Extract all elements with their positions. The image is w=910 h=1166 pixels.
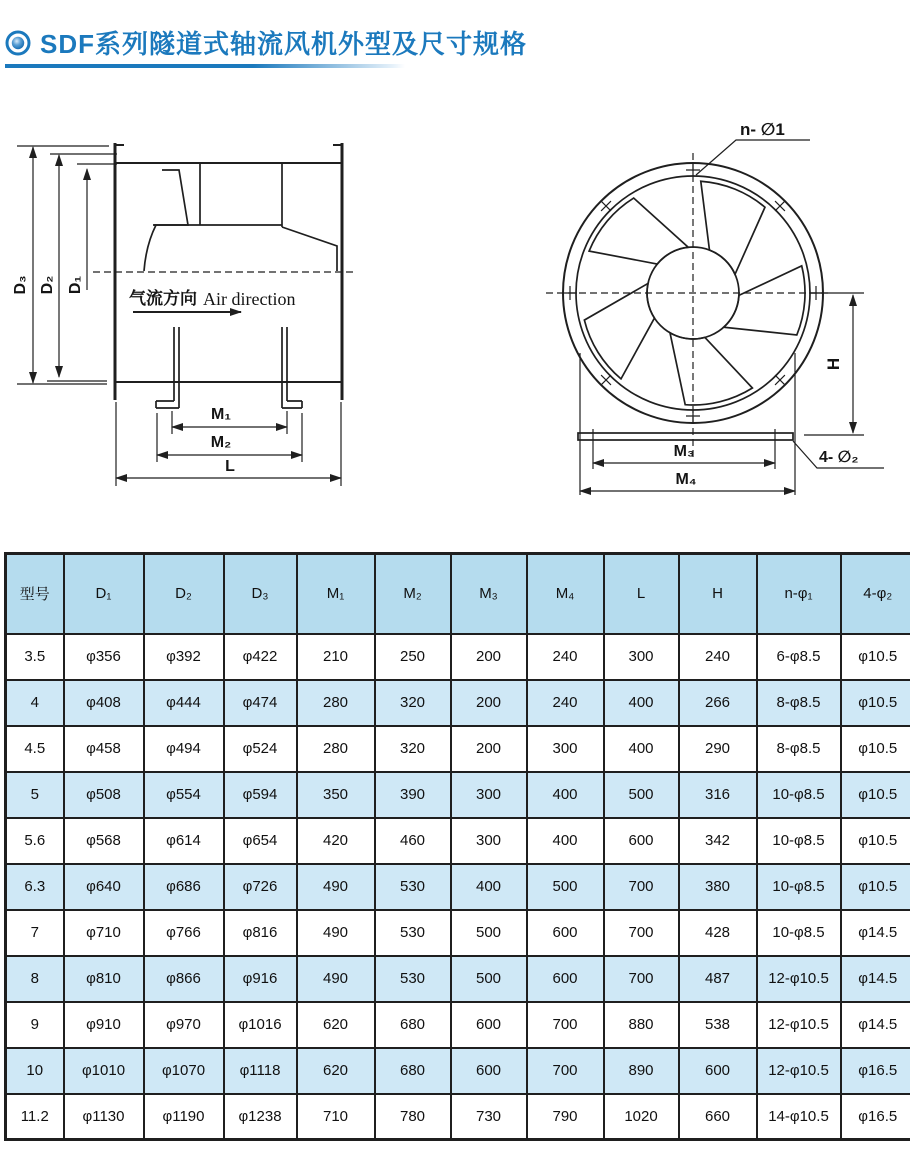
- table-row: [6, 818, 910, 864]
- table-cell: 8: [6, 956, 64, 1002]
- table-row: [6, 1094, 910, 1140]
- dim-label-m3: M₃: [673, 443, 695, 460]
- air-direction-label-en: Air direction: [203, 289, 296, 309]
- table-cell: 240: [527, 680, 604, 726]
- table-cell: 3.5: [6, 634, 64, 680]
- column-header: 4-φ₂: [841, 554, 910, 634]
- page-header: [4, 24, 527, 68]
- table-cell: 10-φ8.5: [757, 910, 841, 956]
- table-cell: 620: [297, 1048, 375, 1094]
- dim-label-h: H: [824, 357, 843, 371]
- table-cell: 680: [375, 1002, 451, 1048]
- table-cell: 780: [375, 1094, 451, 1140]
- table-cell: 300: [527, 726, 604, 772]
- table-cell: 490: [297, 956, 375, 1002]
- table-cell: 500: [451, 956, 527, 1002]
- table-cell: φ494: [144, 726, 224, 772]
- table-cell: φ1070: [144, 1048, 224, 1094]
- table-cell: 400: [604, 680, 679, 726]
- table-cell: φ10.5: [841, 772, 910, 818]
- table-cell: 700: [527, 1048, 604, 1094]
- dim-label-m1: M₁: [211, 406, 231, 423]
- table-cell: 9: [6, 1002, 64, 1048]
- table-row: [6, 956, 910, 1002]
- table-header-row: [6, 554, 910, 634]
- table-cell: 200: [451, 680, 527, 726]
- table-cell: φ910: [64, 1002, 144, 1048]
- table-cell: φ10.5: [841, 634, 910, 680]
- table-cell: 8-φ8.5: [757, 726, 841, 772]
- table-cell: 880: [604, 1002, 679, 1048]
- table-cell: 200: [451, 726, 527, 772]
- table-cell: φ816: [224, 910, 297, 956]
- mounting-feet: [156, 327, 302, 408]
- table-cell: 11.2: [6, 1094, 64, 1140]
- table-cell: 280: [297, 726, 375, 772]
- table-cell: φ710: [64, 910, 144, 956]
- table-cell: φ614: [144, 818, 224, 864]
- table-cell: φ686: [144, 864, 224, 910]
- table-cell: φ474: [224, 680, 297, 726]
- table-cell: 250: [375, 634, 451, 680]
- table-cell: 210: [297, 634, 375, 680]
- column-header: L: [604, 554, 679, 634]
- table-cell: 8-φ8.5: [757, 680, 841, 726]
- table-cell: 1020: [604, 1094, 679, 1140]
- table-cell: φ392: [144, 634, 224, 680]
- diameter-dimensions: [17, 146, 117, 384]
- dim-label-m2: M₂: [210, 434, 232, 451]
- table-cell: φ14.5: [841, 1002, 910, 1048]
- table-cell: 600: [451, 1002, 527, 1048]
- n-hole-leader: [696, 140, 810, 175]
- dim-label-d1: D₁: [67, 275, 84, 295]
- table-cell: 12-φ10.5: [757, 1048, 841, 1094]
- table-cell: 460: [375, 818, 451, 864]
- table-cell: φ458: [64, 726, 144, 772]
- table-cell: 240: [679, 634, 757, 680]
- dim-label-n-hole: n- ∅1: [740, 120, 785, 139]
- column-header: D₁: [64, 554, 144, 634]
- table-cell: φ1238: [224, 1094, 297, 1140]
- dimension-spec-table: [4, 552, 910, 1141]
- table-cell: 200: [451, 634, 527, 680]
- column-header: n-φ₁: [757, 554, 841, 634]
- table-cell: 530: [375, 956, 451, 1002]
- table-row: [6, 726, 910, 772]
- table-cell: 5: [6, 772, 64, 818]
- column-header: D₂: [144, 554, 224, 634]
- table-cell: 6-φ8.5: [757, 634, 841, 680]
- table-cell: 320: [375, 726, 451, 772]
- table-cell: φ916: [224, 956, 297, 1002]
- table-cell: 490: [297, 910, 375, 956]
- table-cell: 7: [6, 910, 64, 956]
- table-row: [6, 772, 910, 818]
- table-cell: 500: [451, 910, 527, 956]
- table-cell: 487: [679, 956, 757, 1002]
- table-cell: 730: [451, 1094, 527, 1140]
- table-cell: 700: [527, 1002, 604, 1048]
- table-cell: 300: [604, 634, 679, 680]
- table-cell: 280: [297, 680, 375, 726]
- table-cell: φ1130: [64, 1094, 144, 1140]
- table-row: [6, 680, 910, 726]
- table-row: [6, 634, 910, 680]
- table-cell: 600: [451, 1048, 527, 1094]
- title-underline: [5, 64, 405, 68]
- table-cell: φ16.5: [841, 1094, 910, 1140]
- table-cell: 320: [375, 680, 451, 726]
- table-cell: 5.6: [6, 818, 64, 864]
- table-cell: φ1118: [224, 1048, 297, 1094]
- table-cell: φ408: [64, 680, 144, 726]
- table-cell: φ1010: [64, 1048, 144, 1094]
- table-row: [6, 864, 910, 910]
- column-header: M₁: [297, 554, 375, 634]
- dim-label-d3: D₃: [12, 275, 29, 295]
- table-cell: 600: [527, 956, 604, 1002]
- table-cell: 14-φ10.5: [757, 1094, 841, 1140]
- table-row: [6, 910, 910, 956]
- table-row: [6, 1048, 910, 1094]
- table-cell: 660: [679, 1094, 757, 1140]
- dim-label-m4: M₄: [675, 471, 697, 488]
- table-cell: 10-φ8.5: [757, 772, 841, 818]
- table-cell: 300: [451, 772, 527, 818]
- table-cell: 10-φ8.5: [757, 818, 841, 864]
- table-cell: 710: [297, 1094, 375, 1140]
- table-cell: 538: [679, 1002, 757, 1048]
- table-cell: φ10.5: [841, 726, 910, 772]
- table-cell: 890: [604, 1048, 679, 1094]
- table-cell: φ866: [144, 956, 224, 1002]
- table-cell: 6.3: [6, 864, 64, 910]
- table-cell: φ14.5: [841, 956, 910, 1002]
- table-cell: 400: [604, 726, 679, 772]
- table-row: [6, 1002, 910, 1048]
- table-cell: 350: [297, 772, 375, 818]
- table-cell: φ594: [224, 772, 297, 818]
- column-header: D₃: [224, 554, 297, 634]
- column-header: 型号: [6, 554, 64, 634]
- table-cell: φ726: [224, 864, 297, 910]
- table-cell: φ554: [144, 772, 224, 818]
- table-cell: 530: [375, 910, 451, 956]
- column-header: M₄: [527, 554, 604, 634]
- table-cell: 12-φ10.5: [757, 956, 841, 1002]
- table-cell: 400: [527, 818, 604, 864]
- table-cell: φ970: [144, 1002, 224, 1048]
- dim-label-l: L: [225, 458, 235, 475]
- table-cell: 620: [297, 1002, 375, 1048]
- table-cell: 390: [375, 772, 451, 818]
- table-cell: 790: [527, 1094, 604, 1140]
- table-cell: 380: [679, 864, 757, 910]
- table-cell: φ10.5: [841, 864, 910, 910]
- table-cell: 530: [375, 864, 451, 910]
- table-cell: φ654: [224, 818, 297, 864]
- table-cell: 500: [604, 772, 679, 818]
- table-cell: 10: [6, 1048, 64, 1094]
- table-cell: φ16.5: [841, 1048, 910, 1094]
- table-cell: 700: [604, 864, 679, 910]
- fan-front-view-drawing: [478, 105, 910, 520]
- table-cell: 420: [297, 818, 375, 864]
- table-cell: 342: [679, 818, 757, 864]
- table-cell: φ444: [144, 680, 224, 726]
- page-title: SDF系列隧道式轴流风机外型及尺寸规格: [40, 29, 528, 59]
- base-plate: [578, 433, 793, 440]
- table-cell: φ1016: [224, 1002, 297, 1048]
- table-cell: 400: [451, 864, 527, 910]
- bullseye-icon: [4, 29, 32, 57]
- table-body: [6, 634, 910, 1140]
- table-cell: φ10.5: [841, 818, 910, 864]
- table-cell: φ356: [64, 634, 144, 680]
- column-header: H: [679, 554, 757, 634]
- table-cell: 266: [679, 680, 757, 726]
- table-cell: 10-φ8.5: [757, 864, 841, 910]
- table-cell: 600: [679, 1048, 757, 1094]
- table-cell: φ1190: [144, 1094, 224, 1140]
- table-cell: φ524: [224, 726, 297, 772]
- table-cell: 316: [679, 772, 757, 818]
- table-cell: φ568: [64, 818, 144, 864]
- table-cell: 700: [604, 956, 679, 1002]
- table-cell: 400: [527, 772, 604, 818]
- column-header: M₂: [375, 554, 451, 634]
- table-cell: φ422: [224, 634, 297, 680]
- table-cell: φ640: [64, 864, 144, 910]
- column-header: M₃: [451, 554, 527, 634]
- dim-label-four-hole: 4- ∅₂: [819, 449, 859, 466]
- table-cell: φ10.5: [841, 680, 910, 726]
- table-cell: 290: [679, 726, 757, 772]
- table-cell: 600: [604, 818, 679, 864]
- table-cell: φ766: [144, 910, 224, 956]
- fan-side-view-drawing: [5, 105, 405, 517]
- table-cell: 490: [297, 864, 375, 910]
- table-cell: 680: [375, 1048, 451, 1094]
- table-cell: φ508: [64, 772, 144, 818]
- dim-label-d2: D₂: [39, 275, 56, 295]
- air-direction-label-cn: 气流方向: [129, 289, 197, 308]
- table-cell: 428: [679, 910, 757, 956]
- table-cell: φ14.5: [841, 910, 910, 956]
- table-cell: 4.5: [6, 726, 64, 772]
- table-cell: 4: [6, 680, 64, 726]
- table-cell: 700: [604, 910, 679, 956]
- fan-internal-structure: [144, 163, 337, 271]
- table-cell: 600: [527, 910, 604, 956]
- table-cell: φ810: [64, 956, 144, 1002]
- table-cell: 240: [527, 634, 604, 680]
- table-cell: 500: [527, 864, 604, 910]
- table-cell: 300: [451, 818, 527, 864]
- table-cell: 12-φ10.5: [757, 1002, 841, 1048]
